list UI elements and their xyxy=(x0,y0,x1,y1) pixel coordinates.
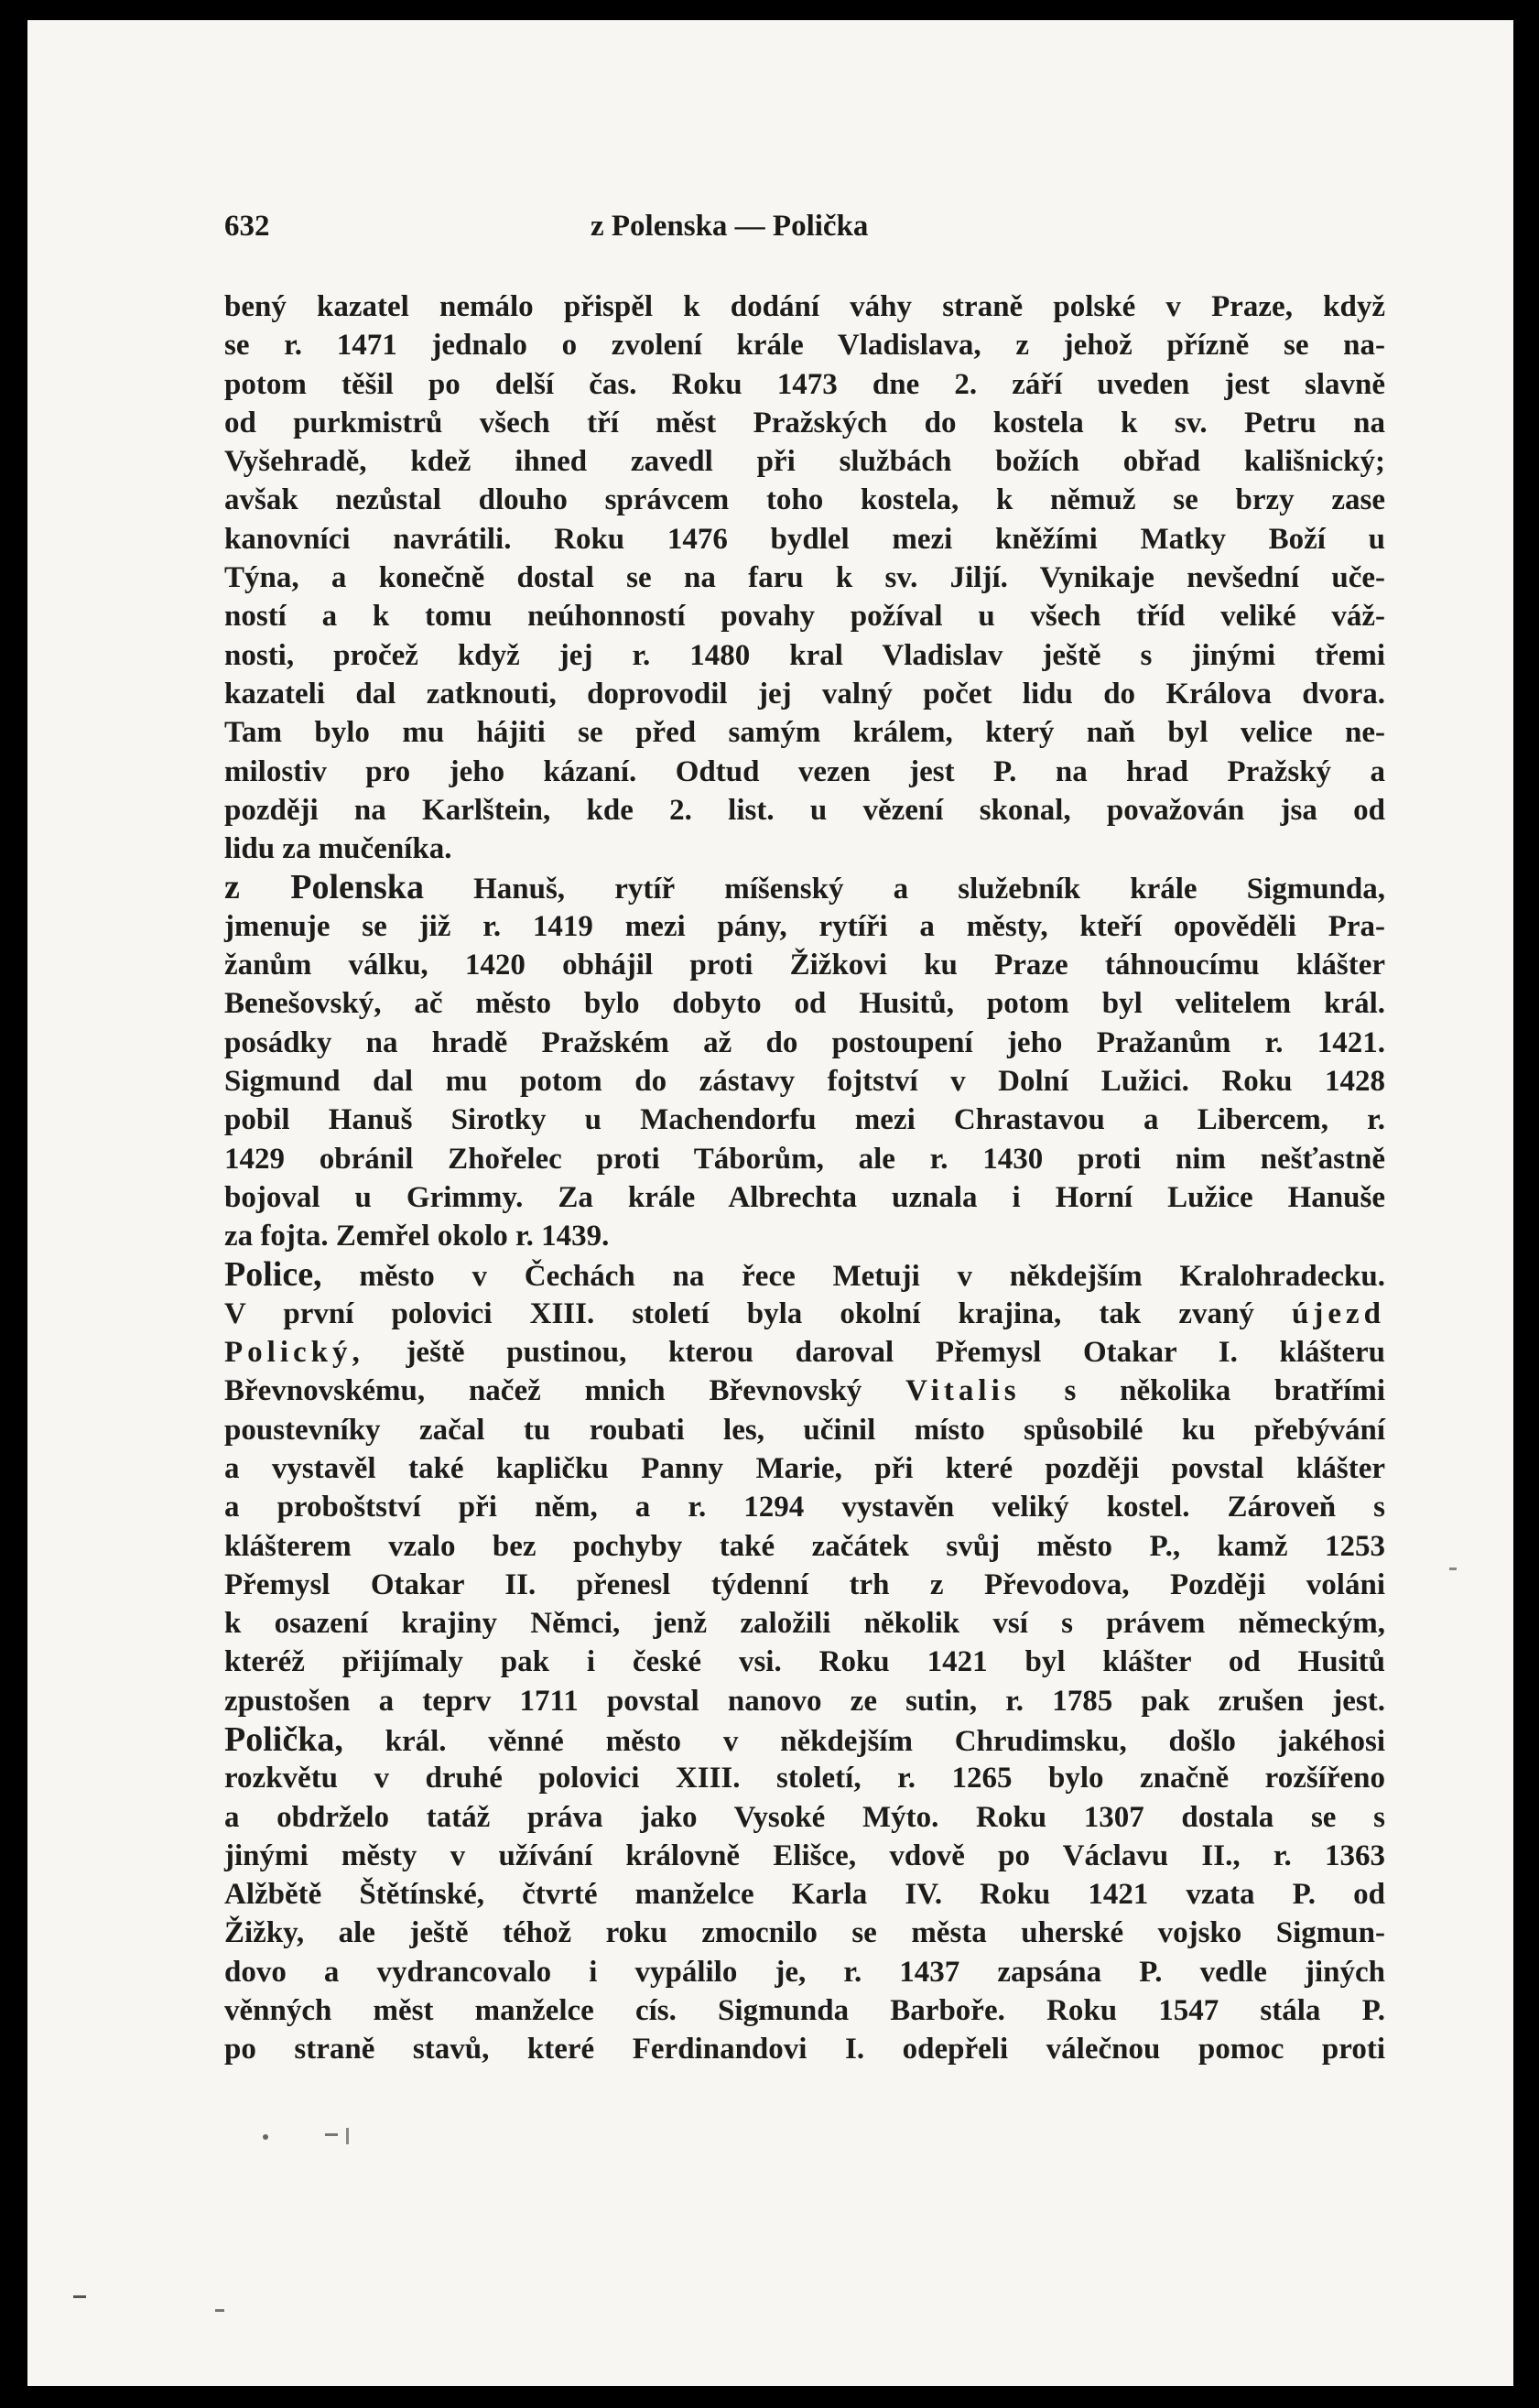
text-line: Tam bylo mu hájiti se před samým králem, který naň byl velice ne- xyxy=(224,716,1385,750)
text-line: 1429 obránil Zhořelec proti Táborům, ale r. 1430 proti nim nešťastně xyxy=(224,1142,1385,1176)
continuation-paragraph xyxy=(224,287,1385,868)
text-line: zpustošen a teprv 1711 povstal nanovo ze sutin, r. 1785 pak zrušen jest. xyxy=(224,1684,1385,1718)
text-line: posádky na hradě Pražském až do postoupení jeho Pražanům r. 1421. xyxy=(224,1025,1385,1059)
text-span: s několika bratřími xyxy=(1064,1374,1386,1408)
text-line: kanovníci navrátili. Roku 1476 bydlel mezi kněžími Matky Boží u xyxy=(224,522,1385,556)
entry-first-line xyxy=(224,1720,1385,1759)
text-line: bojoval u Grimmy. Za krále Albrechta uznala i Horní Lužice Hanuše xyxy=(224,1180,1385,1214)
text-line: a vystavěl také kapličku Panny Marie, při které později povstal klášter xyxy=(224,1451,1385,1485)
text-line: jmenuje se již r. 1419 mezi pány, rytíři a městy, kteří opověděli Pra- xyxy=(224,909,1385,943)
text-line: k osazení krajiny Němci, jenž založili několik vsí s právem německým, xyxy=(224,1607,1385,1641)
text-line: jinými městy v užívání královně Elišce, vdově po Václavu II., r. 1363 xyxy=(224,1839,1385,1872)
book-page xyxy=(27,20,1513,2386)
speck xyxy=(325,2133,338,2136)
text-line: a obdrželo tatáž práva jako Vysoké Mýto. Roku 1307 dostala se s xyxy=(224,1800,1385,1834)
speck xyxy=(73,2295,86,2298)
page-header xyxy=(224,210,1373,246)
entry-first-line-text: město v Čechách na řece Metuji v někdejším Kralohradecku. xyxy=(359,1260,1385,1294)
entry-first-line-text: Hanuš, rytíř míšenský a služebník krále Sigmunda, xyxy=(473,873,1386,906)
speck xyxy=(1449,1567,1457,1570)
speck xyxy=(215,2309,224,2312)
text-line: bený kazatel nemálo přispěl k dodání váhy straně polské v Praze, když xyxy=(224,290,1385,323)
spaced-text: Vitalis xyxy=(905,1374,1021,1408)
text-line: kteréž přijímaly pak i české vsi. Roku 1421 byl klášter od Husitů xyxy=(224,1645,1385,1679)
text-line: věnných měst manželce cís. Sigmunda Barboře. Roku 1547 stála P. xyxy=(224,1994,1385,2028)
entry-headword: Polička, xyxy=(224,1719,343,1759)
article-text xyxy=(224,287,1385,2069)
text-line xyxy=(224,1333,1385,1372)
speck xyxy=(346,2128,349,2144)
entry-first-line xyxy=(224,868,1385,906)
speck xyxy=(263,2134,268,2140)
text-line: Týna, a konečně dostal se na faru k sv. Jiljí. Vynikaje nevšední uče- xyxy=(224,561,1385,595)
running-head: z Polenska — Polička xyxy=(591,210,869,243)
text-line: Benešovský, ač město bylo dobyto od Husitů, potom byl velitelem král. xyxy=(224,987,1385,1021)
text-line: Vyšehradě, kdež ihned zavedl při službách božích obřad kališnický; xyxy=(224,445,1385,479)
spaced-text: Polický, xyxy=(224,1336,364,1370)
text-line: ností a k tomu neúhonností povahy požíval u všech tříd veliké váž- xyxy=(224,600,1385,634)
entry-headword: Police, xyxy=(224,1255,322,1295)
entry-policka xyxy=(224,1720,1385,2069)
text-line: po straně stavů, které Ferdinandovi I. odepřeli válečnou pomoc proti xyxy=(224,2033,1385,2066)
text-line: a proboštství při něm, a r. 1294 vystavěn veliký kostel. Zároveň s xyxy=(224,1491,1385,1524)
text-line: Přemysl Otakar II. přenesl týdenní trh z Převodova, Později voláni xyxy=(224,1567,1385,1601)
text-line: potom těšil po delší čas. Roku 1473 dne 2. září uveden jest slavně xyxy=(224,367,1385,401)
text-line: pobil Hanuš Sirotky u Machendorfu mezi Chrastavou a Libercem, r. xyxy=(224,1103,1385,1137)
text-line xyxy=(224,1295,1385,1333)
text-line: rozkvětu v druhé polovici XIII. století, r. 1265 bylo značně rozšířeno xyxy=(224,1762,1385,1795)
text-line: poustevníky začal tu roubati les, učinil místo spůsobilé ku přebývání xyxy=(224,1413,1385,1447)
text-line: lidu za mučeníka. xyxy=(224,832,452,866)
text-line: Žižky, ale ještě téhož roku zmocnilo se města uherské vojsko Sigmun- xyxy=(224,1916,1385,1950)
text-line: se r. 1471 jednalo o zvolení krále Vladislava, z jehož přízně se na- xyxy=(224,329,1385,363)
text-span: ještě pustinou, kterou daroval Přemysl Otakar I. klášteru xyxy=(406,1336,1386,1370)
entry-headword: z Polenska xyxy=(224,868,424,907)
text-line: milostiv pro jeho kázaní. Odtud vezen jest P. na hrad Pražský a xyxy=(224,754,1385,788)
text-line: od purkmistrů všech tří měst Pražských do kostela k sv. Petru na xyxy=(224,406,1385,439)
entry-police xyxy=(224,1255,1385,1720)
entry-z-polenska xyxy=(224,868,1385,1255)
page-number: 632 xyxy=(224,210,270,243)
spaced-text: újezd xyxy=(1292,1296,1386,1330)
text-line: nosti, pročež když jej r. 1480 kral Vladislav ještě s jinými třemi xyxy=(224,638,1385,672)
text-span: Břevnovskému, načež mnich Břevnovský xyxy=(224,1374,862,1408)
text-line: klášterem vzalo bez pochyby také začátek svůj město P., kamž 1253 xyxy=(224,1529,1385,1563)
text-line: Sigmund dal mu potom do zástavy fojtství v Dolní Lužici. Roku 1428 xyxy=(224,1064,1385,1098)
entry-first-line xyxy=(224,1255,1385,1294)
text-line: žanům válku, 1420 obhájil proti Žižkovi ku Praze táhnoucímu klášter xyxy=(224,949,1385,982)
text-line: kazateli dal zatknouti, doprovodil jej valný počet lidu do Králova dvora. xyxy=(224,677,1385,710)
text-line xyxy=(224,1372,1385,1410)
entry-first-line-text: král. věnné město v někdejším Chrudimsku, došlo jakéhosi xyxy=(385,1724,1385,1758)
text-span: V první polovici XIII. století byla okolní krajina, tak zvaný xyxy=(224,1296,1254,1330)
text-line: avšak nezůstal dlouho správcem toho kostela, k němuž se brzy zase xyxy=(224,483,1385,517)
text-line: za fojta. Zemřel okolo r. 1439. xyxy=(224,1220,610,1253)
text-line: dovo a vydrancovalo i vypálilo je, r. 1437 zapsána P. vedle jiných xyxy=(224,1955,1385,1989)
text-line: později na Karlštein, kde 2. list. u vězení skonal, považován jsa od xyxy=(224,793,1385,827)
text-line: Alžbětě Štětínské, čtvrté manželce Karla IV. Roku 1421 vzata P. od xyxy=(224,1878,1385,1912)
